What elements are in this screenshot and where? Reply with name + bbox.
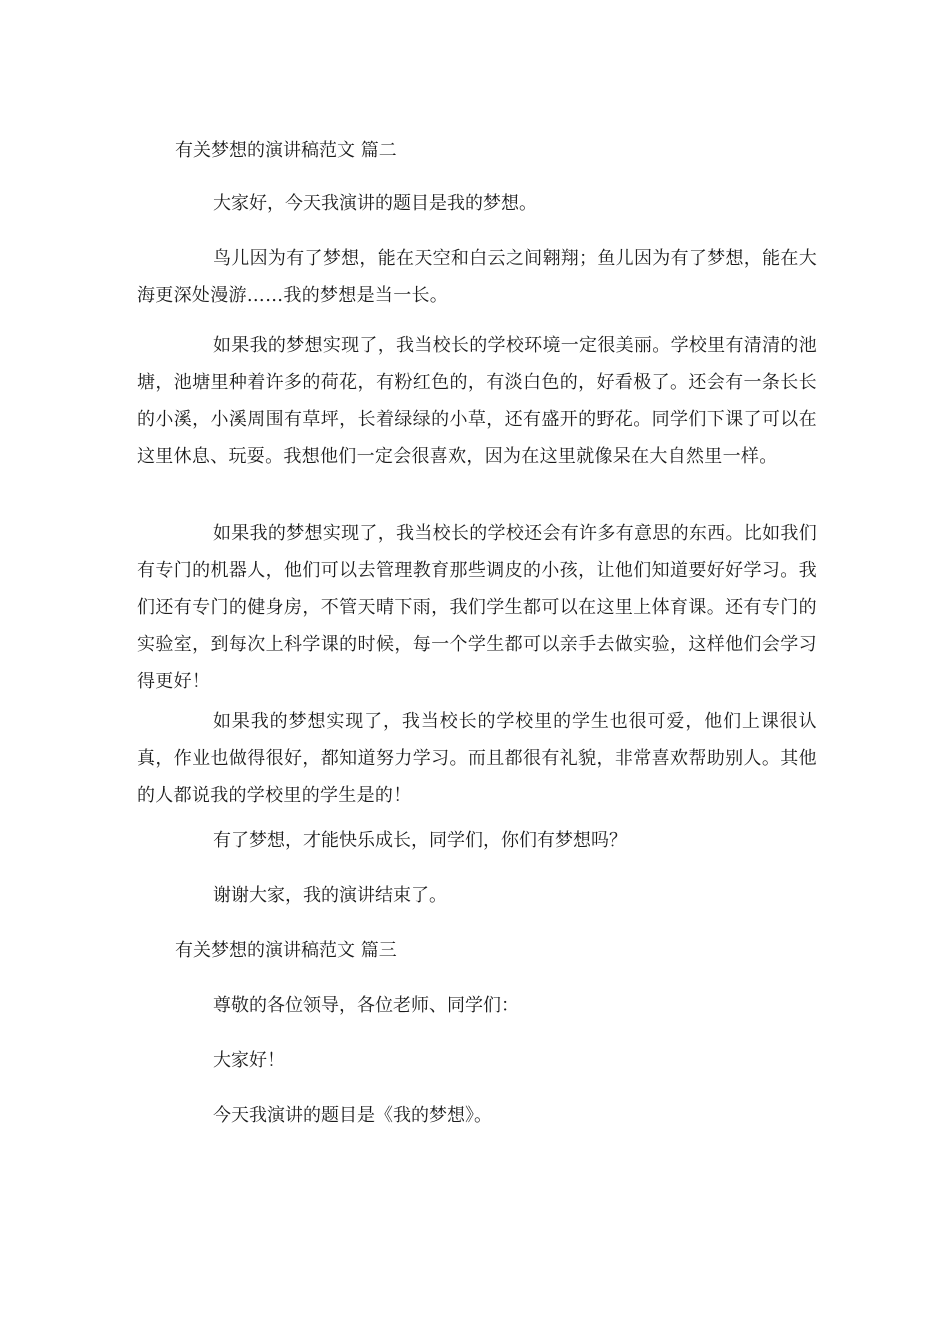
section-heading-2: 有关梦想的演讲稿范文 篇二	[175, 140, 397, 161]
section-heading-3: 有关梦想的演讲稿范文 篇三	[175, 940, 397, 961]
greeting-short: 大家好！	[213, 1050, 285, 1071]
thanks-line: 谢谢大家，我的演讲结束了。	[213, 885, 447, 906]
paragraph-facilities: 如果我的梦想实现了，我当校长的学校还会有许多有意思的东西。比如我们有专门的机器人，他们可以去管理教育那些调皮的小孩，让他们知道要好好学习。我们还有专门的健身房，不管天晴下雨，我们学生都可以在这里上体育课。还有专门的实验室，到每次上科学课的时候，每一个学生都可以亲手去做实验，这样他们会学习得更好！	[137, 523, 817, 692]
closing-question: 有了梦想，才能快乐成长，同学们，你们有梦想吗？	[213, 830, 627, 851]
paragraph-dream-intro: 鸟儿因为有了梦想，能在天空和白云之间翱翔；鱼儿因为有了梦想，能在大海更深处漫游……我的梦想是当一长。	[137, 248, 817, 306]
greeting-line: 大家好，今天我演讲的题目是我的梦想。	[213, 193, 537, 214]
topic-intro: 今天我演讲的题目是《我的梦想》。	[213, 1105, 492, 1126]
paragraph-students: 如果我的梦想实现了，我当校长的学校里的学生也很可爱，他们上课很认真，作业也做得很好，都知道努力学习。而且都很有礼貌，非常喜欢帮助别人。其他的人都说我的学校里的学生是的！	[137, 711, 817, 806]
salutation-line: 尊敬的各位领导，各位老师、同学们：	[213, 995, 519, 1016]
paragraph-environment: 如果我的梦想实现了，我当校长的学校环境一定很美丽。学校里有清清的池塘，池塘里种着许多的荷花，有粉红色的，有淡白色的，好看极了。还会有一条长长的小溪，小溪周围有草坪，长着绿绿的小草，还有盛开的野花。同学们下课了可以在这里休息、玩耍。我想他们一定会很喜欢，因为在这里就像呆在大自然里一样。	[137, 335, 817, 467]
